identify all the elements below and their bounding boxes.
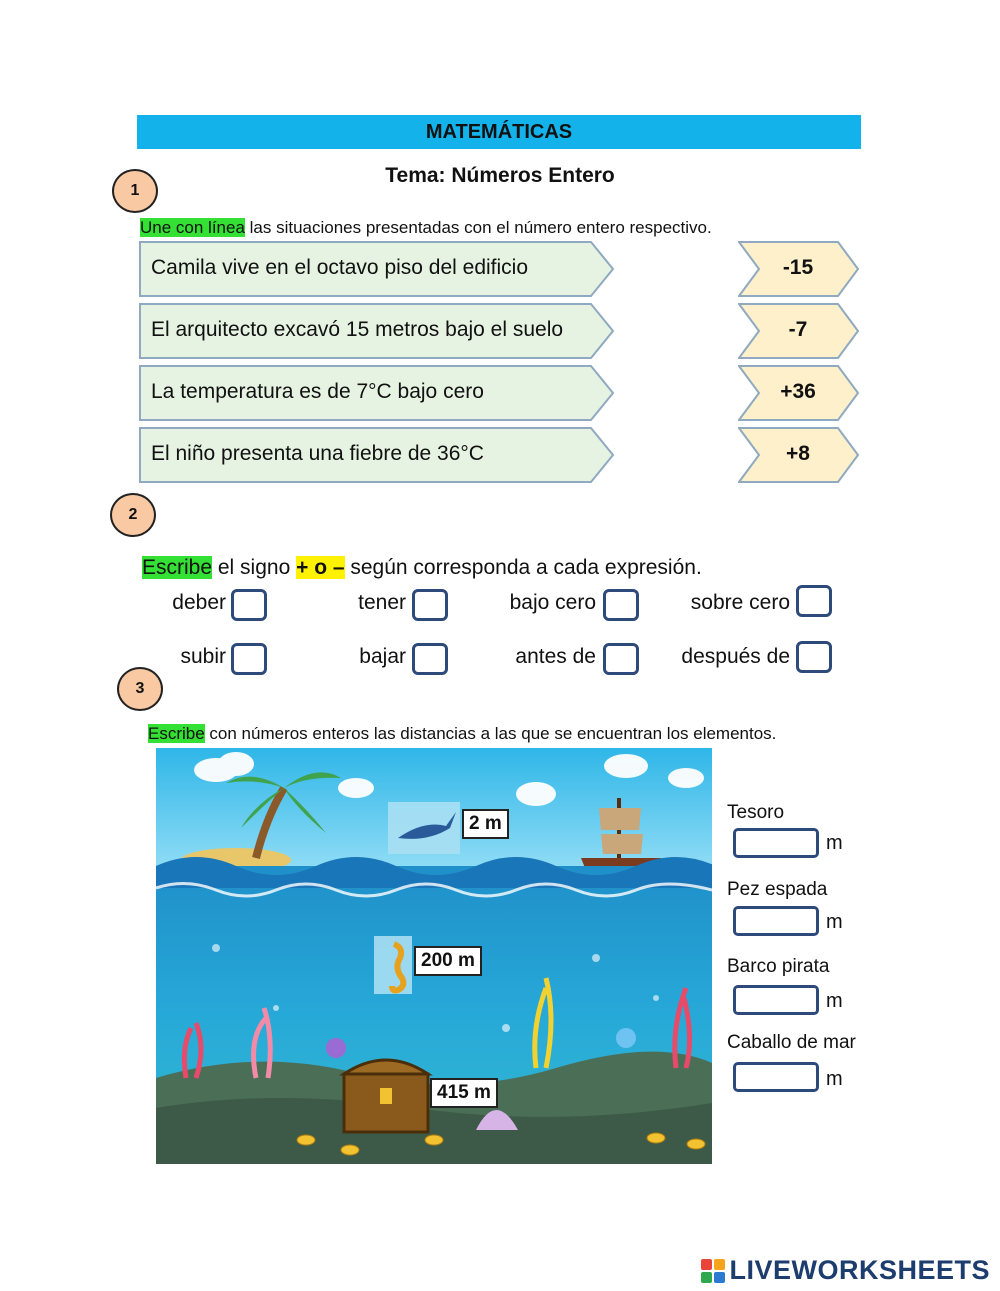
unit-label: m bbox=[826, 832, 843, 854]
sign-input[interactable] bbox=[796, 641, 832, 673]
page-subtitle: Tema: Números Entero bbox=[385, 164, 615, 187]
distance-tag: 2 m bbox=[462, 809, 509, 839]
section-2-instruction bbox=[142, 556, 702, 580]
situation-item[interactable] bbox=[139, 427, 615, 483]
number-item[interactable] bbox=[738, 241, 860, 297]
item-label: Pez espada bbox=[727, 879, 828, 900]
sign-input[interactable] bbox=[412, 643, 448, 675]
title-banner: MATEMÁTICAS bbox=[137, 115, 861, 149]
instruction-text: según corresponda a cada expresión. bbox=[344, 556, 702, 579]
situation-item[interactable] bbox=[139, 365, 615, 421]
liveworksheets-logo-icon bbox=[701, 1259, 725, 1283]
brand-name: LIVEWORKSHEETS bbox=[729, 1255, 990, 1285]
section-2-badge: 2 bbox=[110, 493, 156, 537]
sign-input[interactable] bbox=[231, 589, 267, 621]
sign-input[interactable] bbox=[412, 589, 448, 621]
sign-input[interactable] bbox=[796, 585, 832, 617]
situation-text: La temperatura es de 7°C bajo cero bbox=[151, 380, 484, 403]
number-value: -7 bbox=[788, 318, 808, 341]
section-1-badge: 1 bbox=[112, 169, 158, 213]
expression-label: tener bbox=[358, 591, 406, 614]
ocean-scene-illustration bbox=[156, 748, 712, 1164]
number-item[interactable] bbox=[738, 365, 860, 421]
item-label: Caballo de mar bbox=[727, 1032, 856, 1053]
sign-input[interactable] bbox=[231, 643, 267, 675]
situation-text: El arquitecto excavó 15 metros bajo el suelo bbox=[151, 318, 564, 341]
instruction-highlight: Escribe bbox=[148, 724, 205, 743]
unit-label: m bbox=[826, 1068, 843, 1090]
distance-input[interactable] bbox=[733, 906, 819, 936]
expression-label: sobre cero bbox=[690, 591, 790, 614]
situation-text: El niño presenta una fiebre de 36°C bbox=[151, 442, 484, 465]
brand-logo bbox=[701, 1255, 990, 1286]
unit-label: m bbox=[826, 990, 843, 1012]
expression-label: subir bbox=[180, 645, 226, 668]
section-1-instruction bbox=[140, 218, 712, 238]
expression-label: deber bbox=[172, 591, 226, 614]
number-value: -15 bbox=[782, 256, 814, 279]
distance-input[interactable] bbox=[733, 985, 819, 1015]
number-value: +36 bbox=[780, 380, 816, 403]
number-item[interactable] bbox=[738, 303, 860, 359]
situation-item[interactable] bbox=[139, 241, 615, 297]
distance-tag: 200 m bbox=[414, 946, 482, 976]
situation-item[interactable] bbox=[139, 303, 615, 359]
distance-input[interactable] bbox=[733, 1062, 819, 1092]
distance-tag: 415 m bbox=[430, 1078, 498, 1108]
number-item[interactable] bbox=[738, 427, 860, 483]
situation-text: Camila vive en el octavo piso del edificio bbox=[151, 256, 529, 279]
section-3-badge: 3 bbox=[117, 667, 163, 711]
instruction-text: con números enteros las distancias a las que se encuentran los elementos. bbox=[204, 724, 777, 743]
section-3-instruction bbox=[148, 724, 776, 744]
item-label: Tesoro bbox=[727, 802, 785, 823]
item-label: Barco pirata bbox=[727, 956, 830, 977]
unit-label: m bbox=[826, 911, 843, 933]
sign-highlight: + o – bbox=[296, 556, 345, 579]
instruction-highlight: Une con línea bbox=[140, 218, 245, 237]
instruction-highlight: Escribe bbox=[142, 556, 213, 579]
distance-input[interactable] bbox=[733, 828, 819, 858]
number-value: +8 bbox=[786, 442, 810, 465]
sign-input[interactable] bbox=[603, 643, 639, 675]
expression-label: después de bbox=[681, 645, 790, 668]
sign-input[interactable] bbox=[603, 589, 639, 621]
expression-label: bajar bbox=[359, 645, 406, 668]
expression-label: bajo cero bbox=[509, 591, 596, 614]
instruction-text: las situaciones presentadas con el número entero respectivo. bbox=[244, 218, 712, 237]
expression-label: antes de bbox=[515, 645, 596, 668]
instruction-text: el signo bbox=[212, 556, 297, 579]
